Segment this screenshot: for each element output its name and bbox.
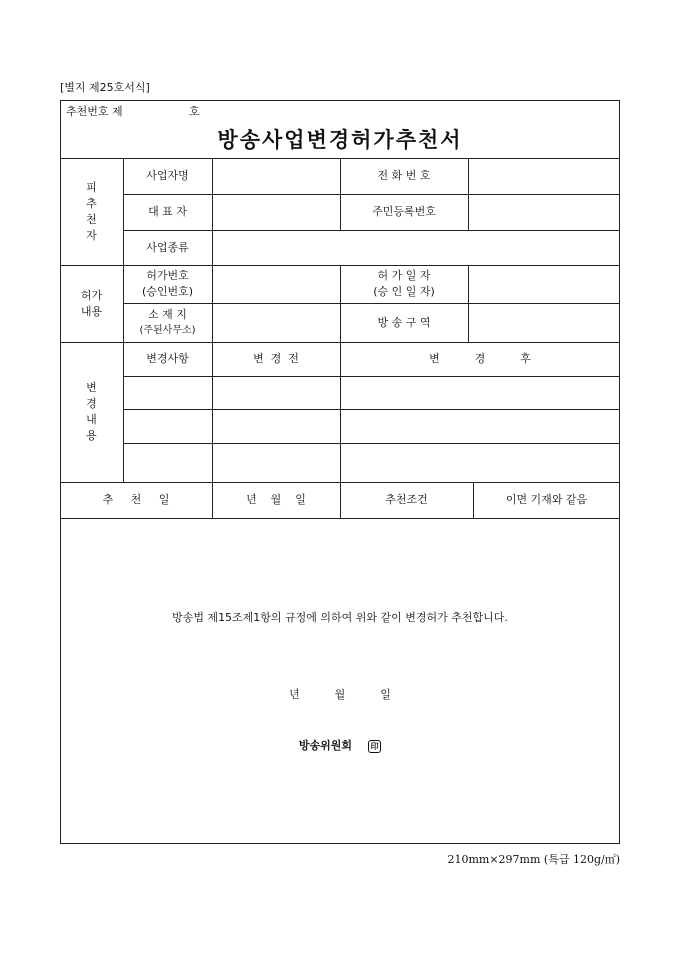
permit-number-label: 허가번호 (승인번호): [141, 269, 194, 298]
change-item-header: 변경사항: [146, 352, 189, 365]
change-before-field[interactable]: [212, 376, 340, 409]
recommend-condition-label: 추천조건: [385, 493, 428, 506]
business-type-field[interactable]: [212, 230, 620, 265]
phone-label: 전 화 번 호: [377, 169, 431, 182]
change-before-field[interactable]: [212, 409, 340, 443]
change-before-field[interactable]: [212, 443, 340, 482]
change-item-field[interactable]: [123, 409, 212, 443]
resident-number-label: 주민등록번호: [372, 205, 436, 218]
recommend-date-value[interactable]: 년 월 일: [246, 493, 306, 506]
signature-line: [60, 737, 620, 753]
permit-date-label: 허 가 일 자 (승 인 일 자): [373, 269, 435, 298]
broadcast-area-label: 방 송 구 역: [377, 315, 431, 329]
address-label: 소 재 지 (주된사무소): [139, 307, 196, 336]
business-name-label: 사업자명: [146, 169, 189, 182]
broadcast-area-field[interactable]: [468, 303, 620, 342]
signer-name: 방송위원회: [298, 739, 353, 752]
phone-field[interactable]: [468, 158, 620, 194]
business-name-field[interactable]: [212, 158, 340, 194]
business-type-label: 사업종류: [146, 240, 189, 254]
form-number-label: [별지 제25호서식]: [60, 81, 150, 94]
change-after-field[interactable]: [340, 443, 620, 482]
change-item-field[interactable]: [123, 443, 212, 482]
recommend-condition-value: 이면 기재와 같음: [505, 493, 588, 506]
permit-number-field[interactable]: [212, 265, 340, 303]
recipient-section-label: 피 추 천 자: [86, 181, 97, 242]
permit-date-field[interactable]: [468, 265, 620, 303]
change-after-header: 변 경 후: [429, 352, 531, 365]
paper-spec-footer: 210mm×297mm (특급 120g/㎡): [447, 853, 620, 866]
representative-label: 대 표 자: [148, 205, 187, 218]
change-after-field[interactable]: [340, 409, 620, 443]
change-section-label: 변 경 내 용: [86, 381, 97, 442]
change-before-header: 변 경 전: [253, 352, 299, 365]
statement-text: 방송법 제15조제1항의 규정에 의하여 위와 같이 변경허가 추천합니다.: [172, 611, 508, 624]
seal-icon: 印: [368, 740, 381, 753]
address-field[interactable]: [212, 303, 340, 342]
recommendation-number-prefix: 추천번호 제: [66, 105, 123, 118]
resident-number-field[interactable]: [468, 194, 620, 230]
statement-date[interactable]: 년 월 일: [289, 688, 391, 701]
recommend-date-label: 추 천 일: [102, 493, 170, 506]
change-after-field[interactable]: [340, 376, 620, 409]
grid-line: [60, 518, 620, 519]
representative-field[interactable]: [212, 194, 340, 230]
permit-section-label: 허가 내용: [80, 288, 103, 318]
change-item-field[interactable]: [123, 376, 212, 409]
recommendation-number-suffix: 호: [189, 105, 200, 118]
form-title: 방송사업변경허가추천서: [217, 127, 463, 152]
